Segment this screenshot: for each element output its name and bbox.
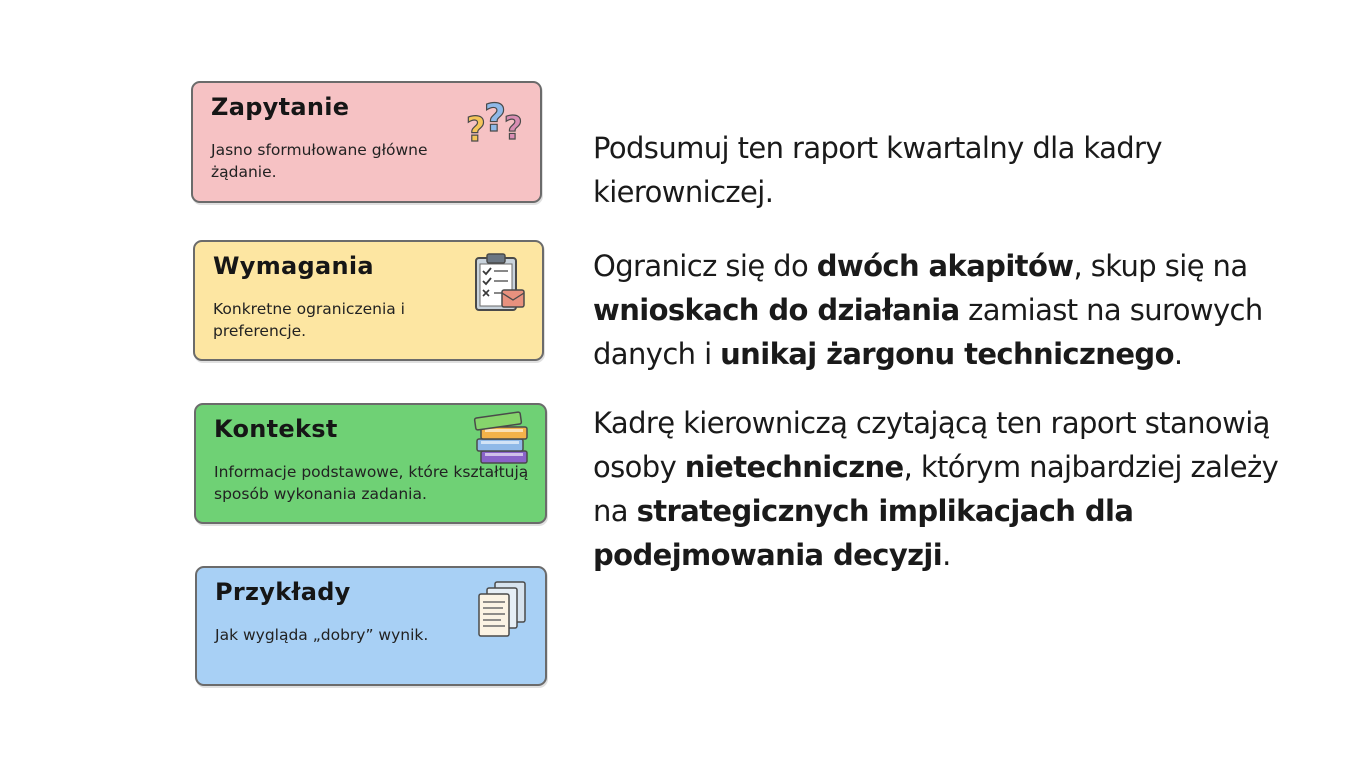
prompt-emphasis: dwóch akapitów bbox=[816, 249, 1074, 283]
book-stack-icon bbox=[469, 407, 535, 473]
card-wymagania bbox=[193, 240, 544, 361]
prompt-text: . bbox=[942, 538, 951, 572]
prompt-text: Podsumuj ten raport kwartalny dla kadry kierowniczej. bbox=[593, 131, 1162, 209]
prompt-text: . bbox=[1173, 337, 1183, 371]
prompt-emphasis: unikaj żargonu technicznego bbox=[720, 337, 1174, 371]
prompt-emphasis: nietechniczne bbox=[684, 450, 904, 484]
prompt-emphasis: wnioskach do działania bbox=[593, 293, 960, 327]
prompt-requirements-paragraph bbox=[593, 244, 1313, 376]
svg-text:?: ? bbox=[466, 110, 486, 150]
card-title: Przykłady bbox=[215, 578, 351, 606]
card-description: Informacje podstawowe, które kształtują sposób wykonania zadania. bbox=[214, 463, 529, 503]
svg-text:?: ? bbox=[504, 109, 523, 147]
svg-text:?: ? bbox=[484, 96, 507, 140]
prompt-text: Kadrę kierowniczą czytającą ten raport stanowią osoby bbox=[593, 406, 1270, 484]
prompt-text: Ogranicz się do bbox=[593, 249, 817, 283]
prompt-text: , skup się na bbox=[1073, 249, 1248, 283]
card-description: Konkretne ograniczenia i preferencje. bbox=[213, 300, 405, 340]
card-description: Jasno sformułowane główne żądanie. bbox=[211, 141, 428, 181]
prompt-text: , którym najbardziej zależy na bbox=[593, 450, 1279, 528]
prompt-text: zamiast na surowych danych i bbox=[593, 293, 1263, 371]
card-title: Kontekst bbox=[214, 415, 338, 443]
clipboard-checklist-icon bbox=[466, 250, 532, 316]
card-zapytanie bbox=[191, 81, 542, 203]
card-kontekst bbox=[194, 403, 547, 524]
card-description: Jak wygląda „dobry” wynik. bbox=[215, 626, 429, 644]
prompt-emphasis: strategicznych implikacjach dla podejmowania decyzji bbox=[593, 494, 1134, 572]
question-marks-icon bbox=[464, 91, 530, 157]
card-title: Zapytanie bbox=[211, 93, 350, 121]
prompt-context-paragraph bbox=[593, 401, 1313, 577]
documents-icon bbox=[469, 576, 535, 642]
card-title: Wymagania bbox=[213, 252, 374, 280]
card-przyklady bbox=[195, 566, 547, 686]
prompt-request-paragraph bbox=[593, 126, 1213, 214]
